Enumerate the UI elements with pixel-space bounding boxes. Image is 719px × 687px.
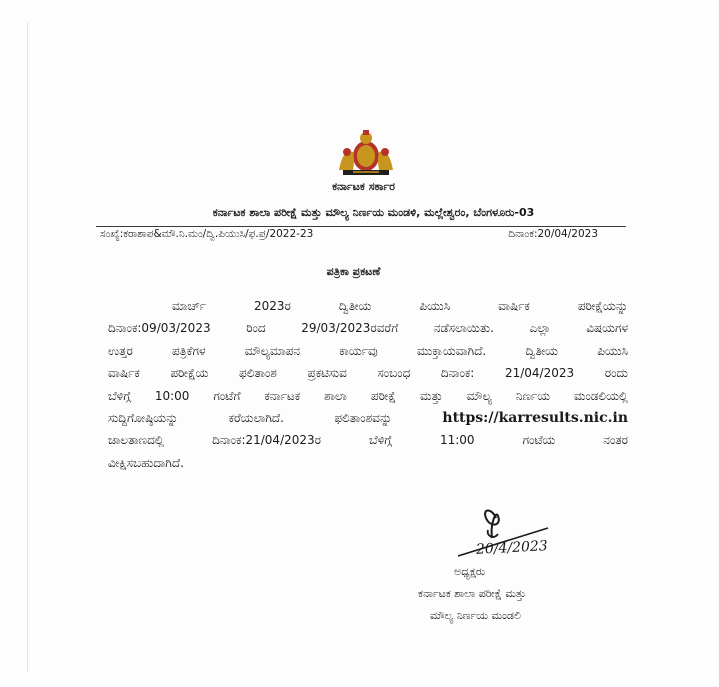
government-title: ಕರ್ನಾಟಕ ಸರ್ಕಾರ (332, 180, 395, 193)
body-line: ಬೆಳಿಗ್ಗೆ 10:00 ಗಂಟೆಗೆ ಕರ್ನಾಟಕ ಶಾಲಾ ಪರೀಕ್ಷೆ ಮತ್ತು ಮೌಲ್ಯ ನಿರ್ಣಯ ಮಂಡಲಿಯಲ್ಲಿ (108, 388, 628, 403)
reference-date: ದಿನಾಂಕ:20/04/2023 (508, 228, 598, 240)
body-line (108, 407, 628, 429)
karnataka-emblem-icon (333, 126, 399, 178)
body-line: ದಿನಾಂಕ:09/03/2023 ರಿಂದ 29/03/2023ರವರೆಗೆ ನಡೆಸಲಾಯಿತು. ಎಲ್ಲಾ ವಿಷಯಗಳ (108, 321, 628, 336)
reference-number: ಸಂಖ್ಯೆ:ಕರಾಶಾಪ&ಮೌ.ನಿ.ಮಂ/ದ್ವಿ.ಪಿಯುಸಿ/ಫ.ಪ್ರ/2022-23 (100, 228, 314, 240)
results-website-link[interactable]: https://karresults.nic.in (442, 410, 628, 427)
page-edge-divider (27, 22, 28, 672)
organization-line-1: ಕರ್ನಾಟಕ ಶಾಲಾ ಪರೀಕ್ಷೆ ಮತ್ತು (418, 587, 527, 600)
body-line: ವಾರ್ಷಿಕ ಪರೀಕ್ಷೆಯ ಫಲಿತಾಂಶ ಪ್ರಕಟಿಸುವ ಸಂಬಂಧ ದಿನಾಂಕ: 21/04/2023 ರಂದು (108, 366, 628, 381)
body-line-text: ಸುದ್ದಿಗೋಷ್ಠಿಯನ್ನು ಕರೆಯಲಾಗಿದೆ. ಫಲಿತಾಂಶವನ್ನು (108, 411, 443, 426)
organization-line-2: ಮೌಲ್ಯ ನಿರ್ಣಯ ಮಂಡಲಿ (430, 609, 521, 622)
signature-date: 20/4/2023 (475, 538, 549, 558)
body-line: ಮಾರ್ಚ್ 2023ರ ದ್ವಿತೀಯ ಪಿಯುಸಿ ವಾರ್ಷಿಕ ಪರೀಕ್ಷೆಯನ್ನು (172, 299, 628, 313)
board-title: ಕರ್ನಾಟಕ ಶಾಲಾ ಪರೀಕ್ಷೆ ಮತ್ತು ಮೌಲ್ಯ ನಿರ್ಣಯ ಮಂಡಳಿ, ಮಲ್ಲೇಶ್ವರಂ, ಬೆಂಗಳೂರು-03 (212, 206, 535, 219)
body-line: ಜಾಲತಾಣದಲ್ಲಿ ದಿನಾಂಕ:21/04/2023ರ ಬೆಳಿಗ್ಗೆ 11:00 ಗಂಟೆಯ ನಂತರ (108, 433, 628, 448)
designation: ಅಧ್ಯಕ್ಷರು (454, 565, 486, 578)
body-line: ವೀಕ್ಷಿಸಬಹುದಾಗಿದೆ. (108, 455, 184, 470)
press-release-heading: ಪತ್ರಿಕಾ ಪ್ರಕಟಣೆ (326, 265, 381, 278)
press-release-body (108, 295, 628, 474)
body-line: ಉತ್ತರ ಪತ್ರಿಕೆಗಳ ಮೌಲ್ಯಮಾಪನ ಕಾರ್ಯವು ಮುಕ್ತಾಯವಾಗಿದೆ. ದ್ವಿತೀಯ ಪಿಯುಸಿ (108, 343, 628, 358)
header-divider (96, 226, 626, 227)
reference-row (96, 228, 626, 242)
